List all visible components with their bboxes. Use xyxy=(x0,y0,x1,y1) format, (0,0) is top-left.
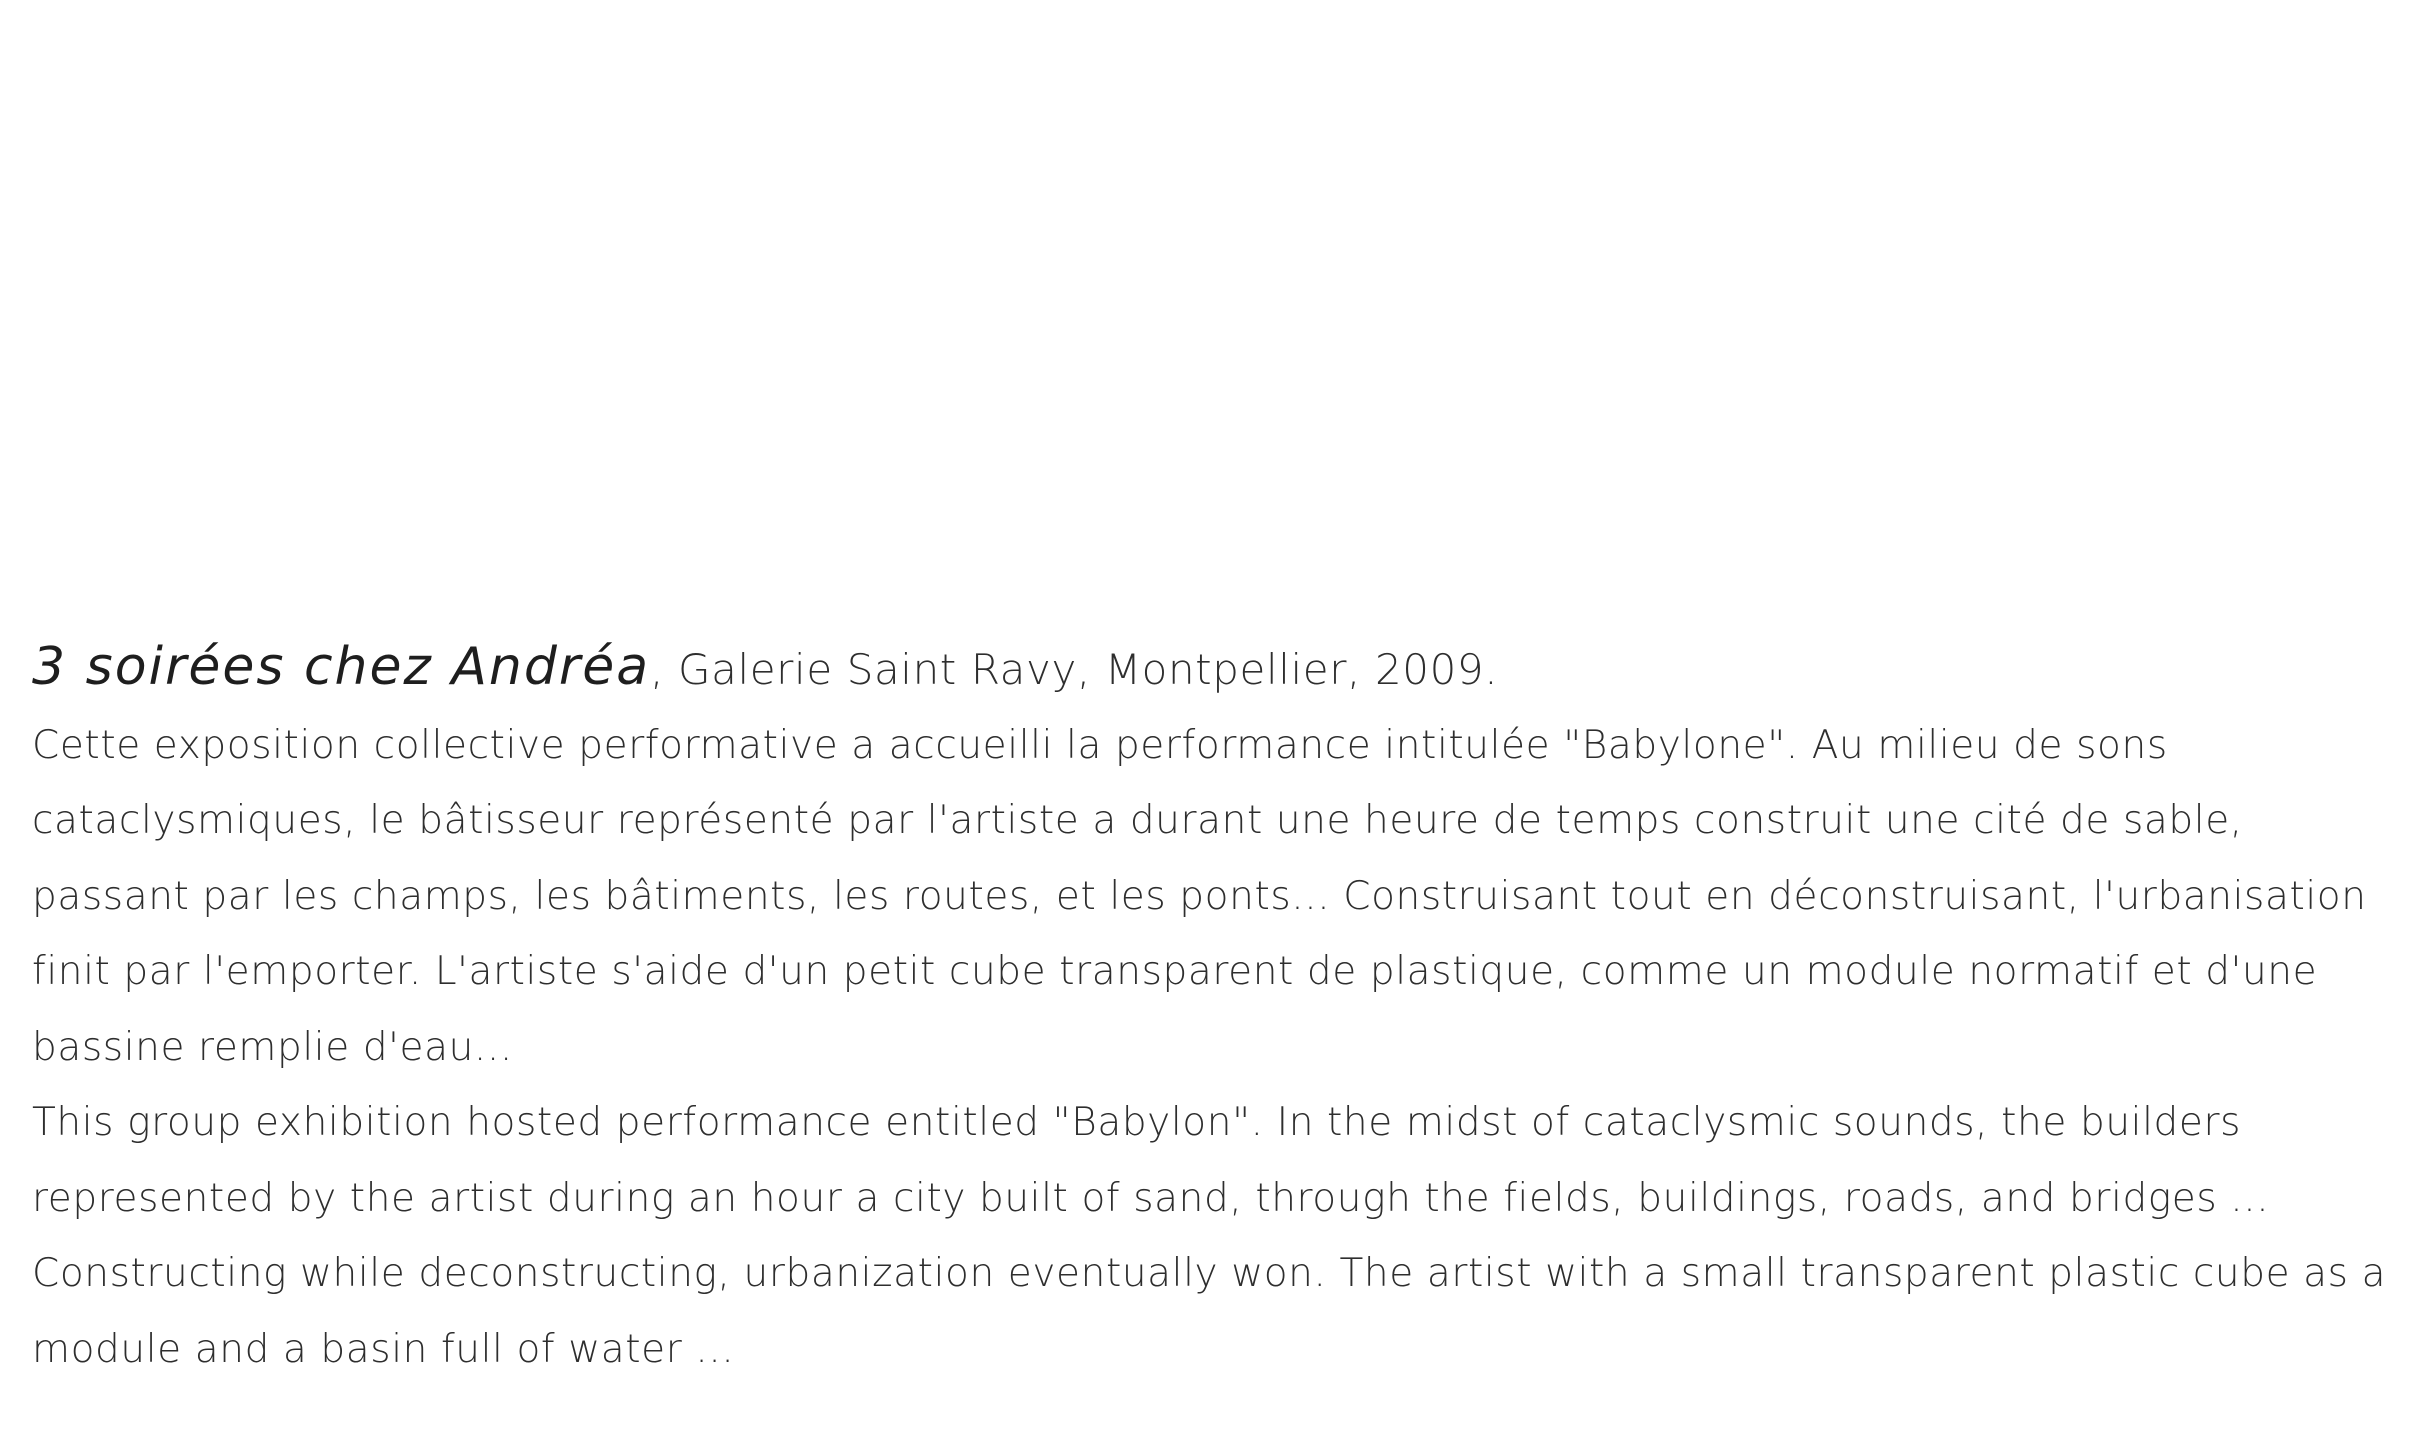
english-description: This group exhibition hosted performance entitled "Babylon". In the midst of cataclysmic sounds, the builders represented by the artist during an hour a city built of sand, through the fields, buildings, roads, and bridges ... Constructing while deconstructing, urbanization eventually won. The artist with a small transparent plastic cube as a module and a basin full of water ... xyxy=(32,1100,2387,1372)
artwork-caption xyxy=(32,630,2392,1387)
work-title: 3 soirées chez Andréa xyxy=(32,637,651,697)
caption-heading xyxy=(32,630,2392,708)
french-description: Cette exposition collective performative a accueilli la performance intitulée "Babylone". Au milieu de sons cataclysmiques, le bâtisseur représenté par l'artiste a durant une heure de temps construit une cité de sable, passant par les champs, les bâtiments, les routes, et les ponts... Construisant tout en déconstruisant, l'urbanisation finit par l'emporter. L'artiste s'aide d'un petit cube transparent de plastique, comme un module normatif et d'une bassine remplie d'eau... xyxy=(32,722,2367,1070)
exhibition-details: , Galerie Saint Ravy, Montpellier, 2009. xyxy=(650,645,1499,694)
